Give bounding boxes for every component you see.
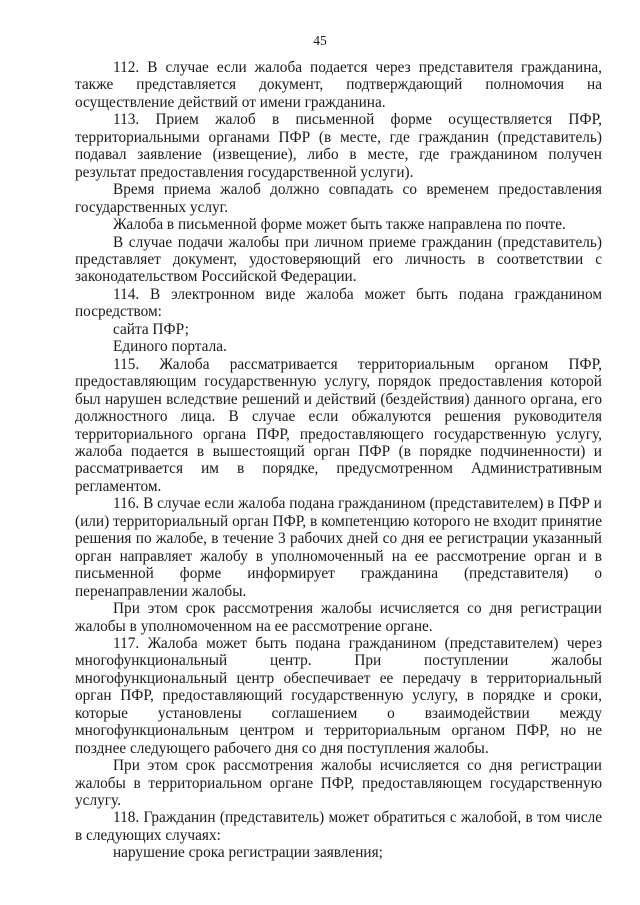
paragraph-112: 112. В случае если жалоба подается через представителя гражданина, также представляется документ, подтверждающий полномочия на осуществление действий от имени гражданина. xyxy=(75,59,602,111)
document-body xyxy=(75,59,602,862)
paragraph-115: 115. Жалоба рассматривается территориальным органом ПФР, предоставляющим государственную услугу, порядок предоставления которой был нарушен вследствие решений и действий (бездействия) данного органа, его должностного лица. В случае если обжалуются решения руководителя территориального органа ПФР, предоставляющего государственную услугу, жалоба подается в вышестоящий орган ПФР (в порядке подчиненности) и рассматривается им в порядке, предусмотренном Административным регламентом. xyxy=(75,355,602,495)
paragraph-117-term: При этом срок рассмотрения жалобы исчисляется со дня регистрации жалобы в территориальном органе ПФР, предоставляющем государственную услугу. xyxy=(75,757,602,810)
paragraph-114: 114. В электронном виде жалоба может быть подана гражданином посредством: xyxy=(75,285,602,321)
paragraph-116: 116. В случае если жалоба подана гражданином (представителем) в ПФР и (или) территориальный орган ПФР, в компетенцию которого не входит принятие решения по жалобе, в течение 3 рабочих дней со дня ее регистрации указанный орган направляет жалобу в уполномоченный на ее рассмотрение орган и в письменной форме информирует гражданина (представителя) о перенаправлении жалобы. xyxy=(75,495,602,600)
list-item-unified-portal: Единого портала. xyxy=(113,338,227,356)
paragraph-mail: Жалоба в письменной форме может быть также направлена по почте. xyxy=(113,216,566,234)
paragraph-reception-time: Время приема жалоб должно совпадать со временем предоставления государственных услуг. xyxy=(75,181,602,216)
list-item-registration-violation: нарушение срока регистрации заявления; xyxy=(113,844,383,862)
paragraph-117: 117. Жалоба может быть подана гражданином (представителем) через многофункциональный центр. При поступлении жалобы многофункциональный центр обеспечивает ее передачу в территориальный орган ПФР, предоставляющий государственную услугу, в порядке и сроки, которые установлены соглашением о взаимодействии между многофункциональным центром и территориальным органом ПФР, но не позднее следующего рабочего дня со дня поступления жалобы. xyxy=(75,634,602,757)
list-item-pfr-site: сайта ПФР; xyxy=(113,320,189,338)
paragraph-116-term: При этом срок рассмотрения жалобы исчисляется со дня регистрации жалобы в уполномоченном на ее рассмотрение органе. xyxy=(75,600,602,635)
paragraph-personal-reception: В случае подачи жалобы при личном приеме гражданин (представитель) представляет документ, удостоверяющий его личность в соответствии с законодательством Российской Федерации. xyxy=(75,233,602,286)
paragraph-118: 118. Гражданин (представитель) может обратиться с жалобой, в том числе в следующих случаях: xyxy=(75,809,602,844)
page-number: 45 xyxy=(313,33,327,48)
paragraph-113: 113. Прием жалоб в письменной форме осуществляется ПФР, территориальными органами ПФР (в месте, где гражданин (представитель) подавал заявление (извещение), либо в месте, где гражданином получен результат предоставления государственной услуги). xyxy=(75,111,602,181)
